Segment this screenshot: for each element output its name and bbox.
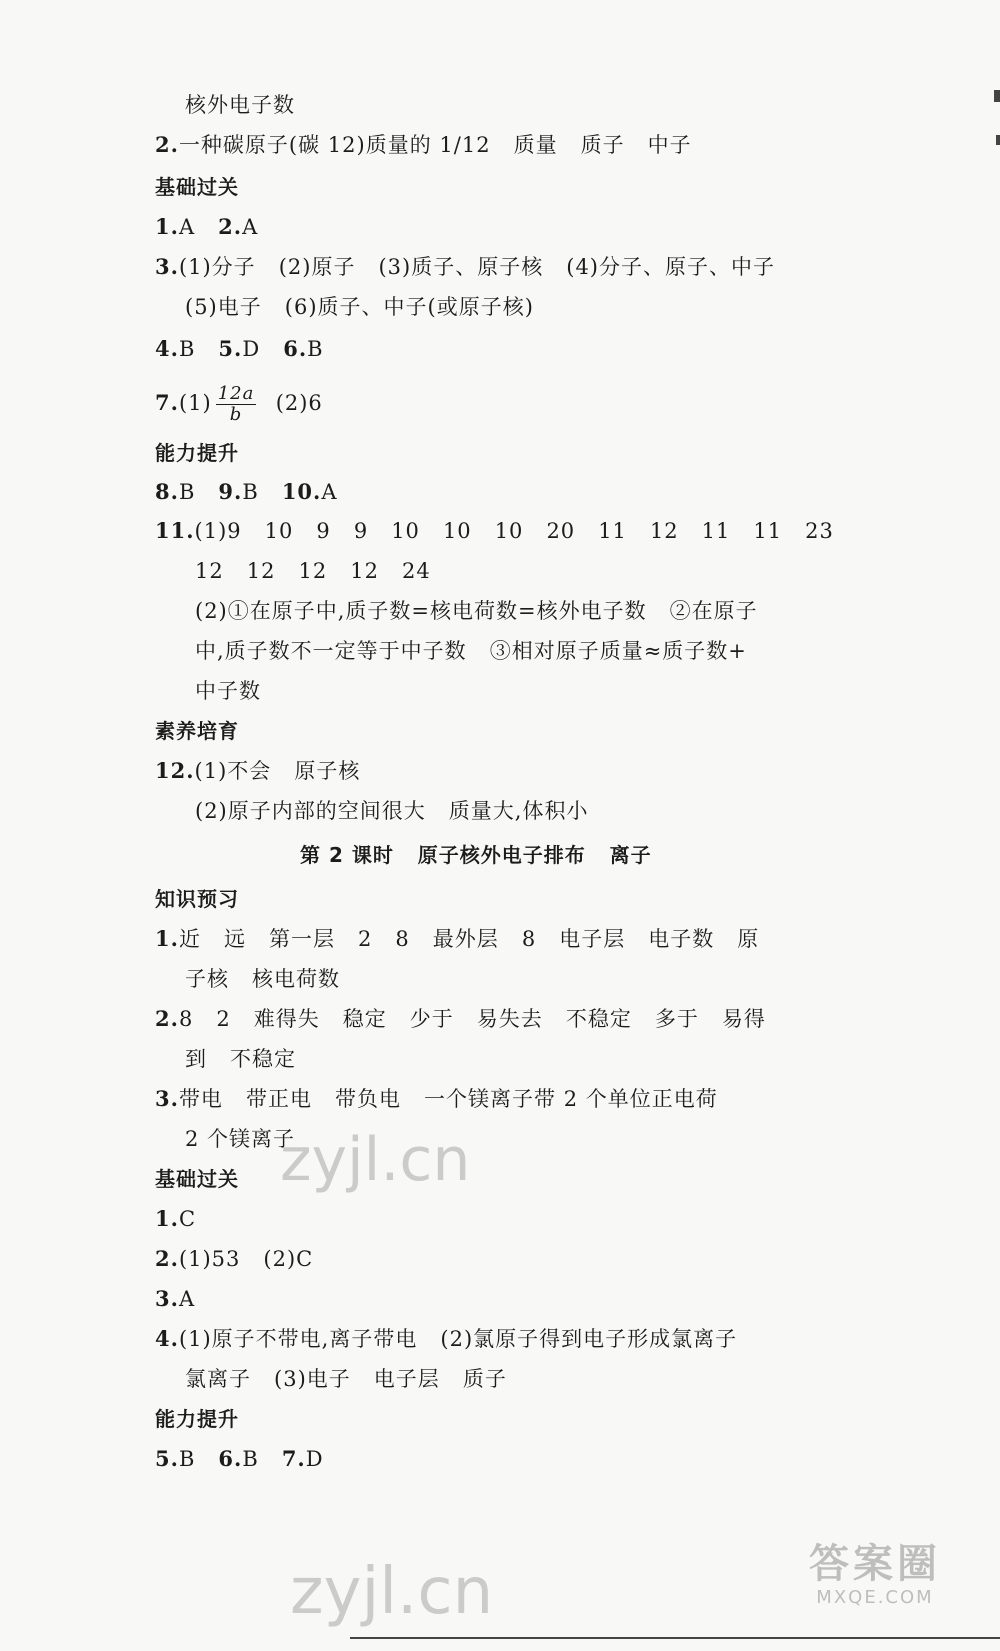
fraction: $\frac{12a}{b}$ (217, 383, 255, 425)
answer-item-1: 1.近 远 第一层 2 8 最外层 8 电子层 电子数 原 (155, 926, 760, 951)
edge-mark (994, 90, 1000, 102)
answer-item-8-10: 8.B 9.B 10.A (155, 479, 338, 504)
section-heading-basic-2: 基础过关 (155, 1167, 239, 1191)
answer-item-3: 3.带电 带正电 带负电 一个镁离子带 2 个单位正电荷 (155, 1086, 718, 1111)
logo-subtext: MXQE.COM (816, 1587, 934, 1608)
watermark-logo (790, 1541, 960, 1621)
edge-mark (996, 135, 1000, 145)
watermark-text: zyjl.cn (290, 1555, 494, 1629)
section-heading-literacy: 素养培育 (155, 719, 239, 743)
answer-item-3: 3.(1)分子 (2)原子 (3)质子、原子核 (4)分子、原子、中子 (155, 254, 775, 279)
text-line: 2 个镁离子 (185, 1127, 296, 1151)
answer-item-2: 2.8 2 难得失 稳定 少于 易失去 不稳定 多于 易得 (155, 1006, 766, 1031)
answer-item-1: 1.C (155, 1206, 197, 1231)
answer-item-7: 7.(1) $\frac{12a}{b}$ (2)6 (155, 383, 323, 425)
answer-item-3: 3.A (155, 1286, 196, 1311)
logo-text: 答案圈 (809, 1541, 941, 1587)
text-line: 子核 核电荷数 (185, 967, 341, 991)
divider (350, 1637, 1000, 1639)
answer-item-4-6: 4.B 5.D 6.B (155, 336, 324, 361)
text-line: (5)电子 (6)质子、中子(或原子核) (185, 295, 534, 319)
text-line: 中,质子数不一定等于中子数 ③相对原子质量≈质子数+ (195, 639, 747, 663)
section-heading-preview: 知识预习 (155, 887, 239, 911)
text-line: 中子数 (195, 679, 261, 703)
text-line: (2)原子内部的空间很大 质量大,体积小 (195, 799, 589, 823)
watermark-text: zyjl.cn (280, 1125, 471, 1195)
text-line: (2)①在原子中,质子数=核电荷数=核外电子数 ②在原子 (195, 599, 758, 623)
answer-item-4: 4.(1)原子不带电,离子带电 (2)氯原子得到电子形成氯离子 (155, 1326, 738, 1351)
text-line: 核外电子数 (185, 93, 295, 117)
answer-item-2: 2.一种碳原子(碳 12)质量的 1/12 质量 质子 中子 (155, 132, 692, 157)
answer-item-12: 12.(1)不会 原子核 (155, 758, 361, 783)
section-heading-ability-2: 能力提升 (155, 1407, 239, 1431)
text-line: 氯离子 (3)电子 电子层 质子 (185, 1367, 507, 1391)
text-line: 12 12 12 12 24 (195, 559, 431, 583)
section-heading-ability: 能力提升 (155, 441, 239, 465)
section-heading-basic: 基础过关 (155, 175, 239, 199)
text-line: 到 不稳定 (185, 1047, 297, 1071)
lesson-title: 第 2 课时 原子核外电子排布 离子 (300, 843, 652, 867)
answer-item-5-7: 5.B 6.B 7.D (155, 1446, 324, 1471)
answer-item-2: 2.(1)53 (2)C (155, 1246, 314, 1271)
answer-item-11: 11.(1)9 10 9 9 10 10 10 20 11 12 11 11 23 (155, 518, 834, 543)
answer-item-1-2: 1.A 2.A (155, 214, 259, 239)
